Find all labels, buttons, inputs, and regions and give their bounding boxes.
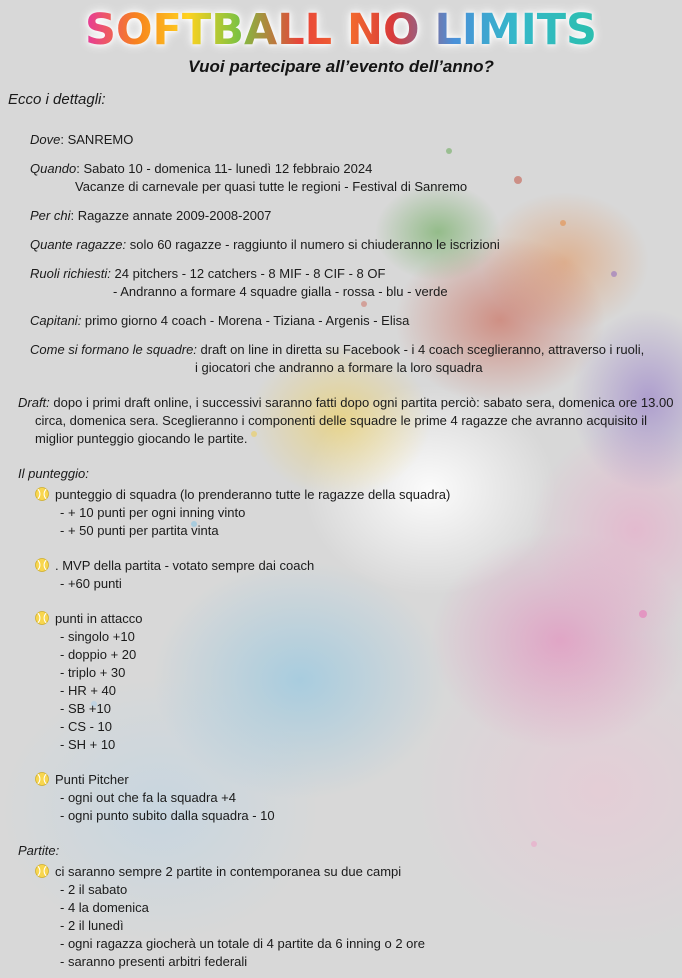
bullet-title: punti in attacco bbox=[55, 611, 143, 626]
bullet-title: punteggio di squadra (lo prenderanno tutte le ragazze della squadra) bbox=[55, 487, 451, 502]
bullet-line: - SH + 10 bbox=[60, 737, 116, 752]
page-title: SOFTBALL NO LIMITS bbox=[84, 5, 598, 55]
detail-label: Quando bbox=[30, 161, 77, 176]
bullet-line: - CS - 10 bbox=[60, 719, 113, 734]
detail-text: draft on line in diretta su Facebook - i 4 coach sceglieranno, attraverso i ruoli, bbox=[196, 342, 645, 357]
detail-label: Capitani: bbox=[30, 313, 82, 328]
detail-label: Quante ragazze: bbox=[30, 237, 127, 252]
bullet-line: - doppio + 20 bbox=[60, 647, 137, 662]
bullet-head bbox=[35, 771, 682, 789]
bullet-title: Punti Pitcher bbox=[55, 772, 129, 787]
detail-text: solo 60 ragazze - raggiunto il numero si chiuderanno le iscrizioni bbox=[126, 237, 500, 252]
detail-text: : Ragazze annate 2009-2008-2007 bbox=[70, 208, 272, 223]
detail-text: primo giorno 4 coach - Morena - Tiziana - Argenis - Elisa bbox=[81, 313, 410, 328]
bullet-line: - + 50 punti per partita vinta bbox=[60, 523, 219, 538]
bullet-line: - saranno presenti arbitri federali bbox=[60, 954, 248, 969]
detail-text: : SANREMO bbox=[60, 132, 134, 147]
detail-per-chi bbox=[30, 207, 674, 225]
detail-line bbox=[30, 160, 674, 178]
bullet-head bbox=[35, 486, 682, 504]
softball-icon bbox=[35, 864, 49, 878]
detail-line2: Vacanze di carnevale per quasi tutte le regioni - Festival di Sanremo bbox=[75, 179, 468, 194]
bullet-line: - HR + 40 bbox=[60, 683, 116, 698]
detail-quando bbox=[30, 160, 674, 196]
partite-heading: Partite: bbox=[18, 843, 60, 858]
subtitle: Vuoi partecipare all’evento dell’anno? bbox=[188, 57, 494, 76]
scoring-heading: Il punteggio: bbox=[18, 466, 89, 481]
detail-text: : Sabato 10 - domenica 11- lunedì 12 febbraio 2024 bbox=[76, 161, 373, 176]
score-item-attacco bbox=[35, 610, 682, 754]
bullet-line: - triplo + 30 bbox=[60, 665, 126, 680]
detail-label: Draft: bbox=[18, 395, 50, 410]
detail-label: Dove bbox=[30, 132, 61, 147]
score-item-squadra bbox=[35, 486, 682, 540]
detail-dove bbox=[30, 131, 674, 149]
bullet-line: - 2 il sabato bbox=[60, 882, 128, 897]
intro-text: Ecco i dettagli: bbox=[8, 91, 106, 108]
bullet-head bbox=[35, 610, 682, 628]
softball-icon bbox=[35, 772, 49, 786]
partite-item bbox=[35, 863, 682, 971]
bullet-line: - 4 la domenica bbox=[60, 900, 149, 915]
bullet-line: - SB +10 bbox=[60, 701, 111, 716]
detail-label: Per chi bbox=[30, 208, 71, 223]
flyer-content bbox=[0, 6, 682, 971]
detail-ruoli bbox=[30, 265, 674, 301]
detail-line2: - Andranno a formare 4 squadre gialla - rossa - blu - verde bbox=[113, 284, 448, 299]
bullet-line: - singolo +10 bbox=[60, 629, 135, 644]
bullet-line: - ogni punto subito dalla squadra - 10 bbox=[60, 808, 275, 823]
detail-label: Ruoli richiesti: bbox=[30, 266, 111, 281]
detail-draft bbox=[18, 394, 676, 448]
detail-capitani bbox=[30, 312, 674, 330]
bullet-title: . MVP della partita - votato sempre dai coach bbox=[55, 558, 315, 573]
detail-text: 24 pitchers - 12 catchers - 8 MIF - 8 CIF - 8 OF bbox=[110, 266, 386, 281]
bullet-head bbox=[35, 863, 682, 881]
bullet-line: - ogni ragazza giocherà un totale di 4 partite da 6 inning o 2 ore bbox=[60, 936, 425, 951]
bullet-line: - 2 il lunedì bbox=[60, 918, 124, 933]
bullet-head bbox=[35, 557, 682, 575]
detail-label: Come si formano le squadre: bbox=[30, 342, 197, 357]
softball-icon bbox=[35, 487, 49, 501]
detail-text: dopo i primi draft online, i successivi saranno fatti dopo ogni partita perciò: sabato sera, domenica ore 13.00 circa, domenica sera. Sceglieranno i componenti delle squadre le prime 4 ragazze che avranno acquisito il miglior punteggio giocando le partite. bbox=[35, 395, 674, 446]
softball-icon bbox=[35, 558, 49, 572]
score-item-pitcher bbox=[35, 771, 682, 825]
bullet-title: ci saranno sempre 2 partite in contemporanea su due campi bbox=[55, 864, 402, 879]
detail-line bbox=[30, 265, 674, 283]
bullet-line: - ogni out che fa la squadra +4 bbox=[60, 790, 236, 805]
bullet-line: - +60 punti bbox=[60, 576, 122, 591]
bullet-line: - + 10 punti per ogni inning vinto bbox=[60, 505, 246, 520]
softball-icon bbox=[35, 611, 49, 625]
detail-quante-ragazze bbox=[30, 236, 674, 254]
detail-line2: i giocatori che andranno a formare la loro squadra bbox=[195, 360, 483, 375]
score-item-mvp bbox=[35, 557, 682, 593]
detail-line bbox=[30, 341, 674, 359]
detail-come-si-formano bbox=[30, 341, 674, 377]
